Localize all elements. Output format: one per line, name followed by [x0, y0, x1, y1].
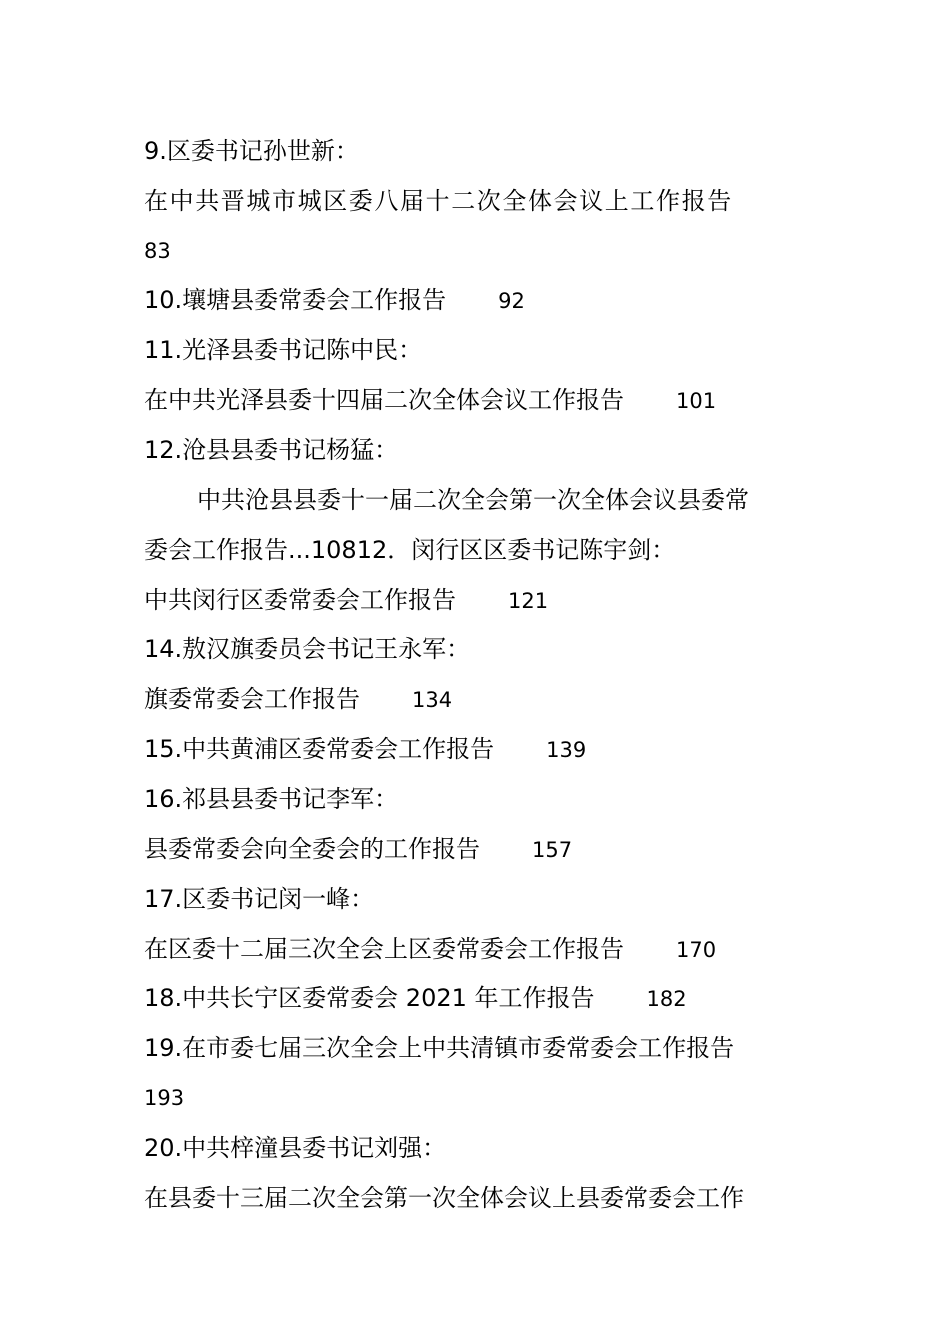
toc-entry-20-title: 20.中共梓潼县委书记刘强：	[144, 1134, 447, 1162]
toc-entry-18	[144, 983, 687, 1013]
toc-entry-12-title: 12.沧县县委书记杨猛：	[144, 436, 399, 464]
toc-entry-15-title: 15.中共黄浦区委常委会工作报告	[144, 735, 495, 763]
toc-entry-16	[144, 834, 572, 864]
toc-entry-15	[144, 734, 586, 764]
toc-entry-14	[144, 684, 452, 714]
toc-entry-17-subtitle: 在区委十二届三次全会上区委常委会工作报告	[144, 935, 624, 963]
toc-entry-11-page: 101	[676, 389, 717, 413]
toc-entry-16-page: 157	[532, 838, 573, 862]
toc-entry-19-title: 19.在市委七届三次全会上中共清镇市委常委会工作报告	[144, 1034, 735, 1062]
toc-entry-10-page: 92	[498, 289, 525, 313]
toc-entry-13	[144, 585, 548, 615]
toc-entry-12-13-merged: 委会工作报告...10812．闵行区区委书记陈宇剑：	[144, 536, 676, 564]
toc-entry-11-title: 11.光泽县委书记陈中民：	[144, 336, 423, 364]
toc-entry-17-page: 170	[676, 938, 717, 962]
toc-entry-13-page: 121	[508, 589, 549, 613]
toc-entry-15-page: 139	[546, 738, 587, 762]
toc-entry-9-subtitle: 在中共晋城市城区委八届十二次全体会议上工作报告	[144, 187, 733, 215]
toc-entry-17	[144, 934, 716, 964]
toc-entry-11-subtitle: 在中共光泽县委十四届二次全体会议工作报告	[144, 386, 624, 414]
toc-entry-16-subtitle: 县委常委会向全委会的工作报告	[144, 835, 480, 863]
toc-entry-20-subtitle: 在县委十三届二次全会第一次全体会议上县委常委会工作	[144, 1184, 744, 1212]
toc-entry-19-page: 193	[144, 1086, 185, 1110]
toc-entry-16-title: 16.祁县县委书记李军：	[144, 785, 399, 813]
toc-entry-14-page: 134	[412, 688, 453, 712]
toc-entry-17-title: 17.区委书记闵一峰：	[144, 885, 375, 913]
toc-entry-9-page: 83	[144, 239, 171, 263]
toc-entry-10-title: 10.壤塘县委常委会工作报告	[144, 286, 447, 314]
toc-entry-13-subtitle: 中共闵行区委常委会工作报告	[144, 586, 456, 614]
toc-entry-9-title: 9.区委书记孙世新：	[144, 137, 359, 165]
toc-entry-14-title: 14.敖汉旗委员会书记王永军：	[144, 635, 471, 663]
toc-entry-11	[144, 385, 716, 415]
toc-entry-10	[144, 285, 525, 315]
toc-entry-14-subtitle: 旗委常委会工作报告	[144, 685, 360, 713]
toc-entry-18-page: 182	[646, 987, 687, 1011]
toc-entry-12-subtitle: 中共沧县县委十一届二次全会第一次全体会议县委常	[197, 486, 749, 514]
toc-entry-18-title: 18.中共长宁区委常委会 2021 年工作报告	[144, 984, 595, 1012]
